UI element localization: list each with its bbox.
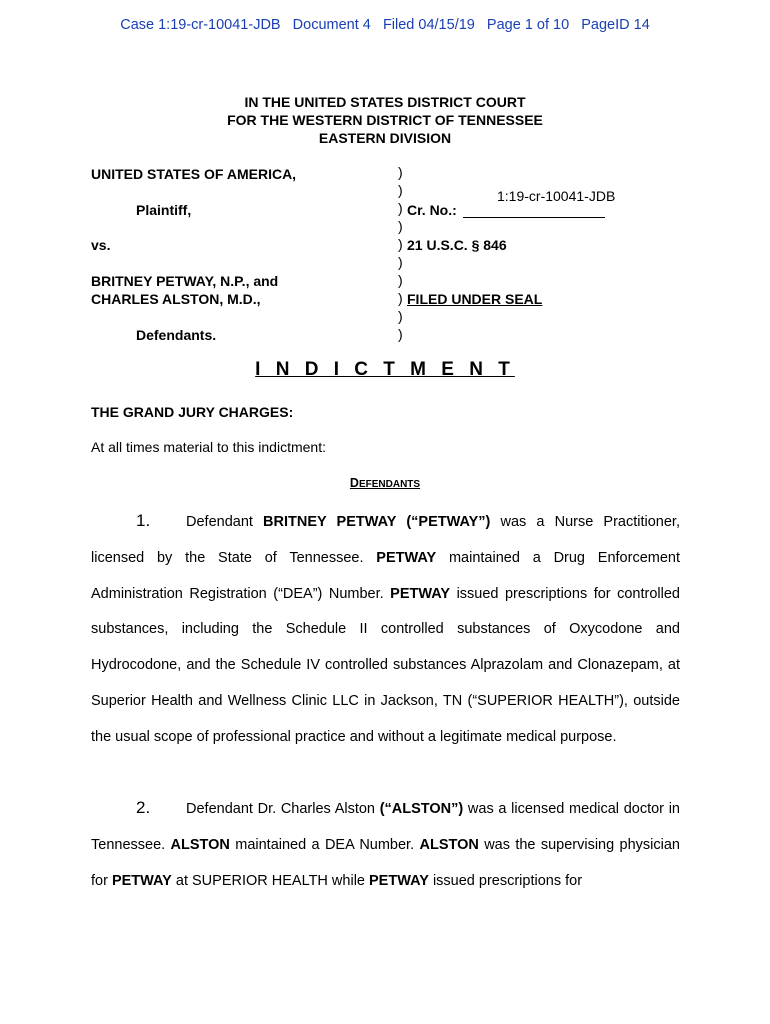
plaintiff-role: Plaintiff, — [136, 202, 192, 218]
document-title: I N D I C T M E N T — [255, 359, 515, 380]
cr-no-blank — [463, 203, 605, 218]
paren: ) — [398, 236, 403, 252]
paren: ) — [398, 254, 403, 270]
cr-no-label: Cr. No.: — [407, 202, 457, 218]
cr-no-field — [407, 202, 605, 218]
paragraph-2: 2. Defendant Dr. Charles Alston (“ALSTON”) was a licensed medical doctor in Tennessee. ALSTON maintained a DEA Number. ALSTON was the supervising physician for PETWAY at SUPERIOR HEALTH while PETWAY issued prescriptions for — [91, 790, 680, 899]
paragraph-number: 1. — [136, 511, 151, 530]
paren: ) — [398, 272, 403, 288]
caption-parentheses — [398, 163, 403, 343]
paren: ) — [398, 182, 403, 198]
case-number: 1:19-cr-10041-JDB — [497, 188, 616, 204]
ecf-header: Case 1:19-cr-10041-JDB Document 4 Filed 04/15/19 Page 1 of 10 PageID 14 — [120, 17, 650, 33]
paren: ) — [398, 218, 403, 234]
paragraph-number: 2. — [136, 798, 151, 817]
grand-jury-charges: THE GRAND JURY CHARGES: — [91, 404, 294, 420]
defendant-line-2: CHARLES ALSTON, M.D., — [91, 291, 261, 307]
section-heading-defendants: DEFENDANTS — [349, 476, 421, 490]
paren: ) — [398, 200, 403, 216]
paren: ) — [398, 290, 403, 306]
paren: ) — [398, 308, 403, 324]
statute: 21 U.S.C. § 846 — [407, 237, 507, 253]
court-line-3: EASTERN DIVISION — [318, 130, 452, 146]
paren: ) — [398, 326, 403, 342]
material-times: At all times material to this indictment: — [91, 439, 326, 455]
court-line-1: IN THE UNITED STATES DISTRICT COURT — [244, 94, 526, 110]
court-line-2: FOR THE WESTERN DISTRICT OF TENNESSEE — [227, 112, 543, 128]
defendant-role: Defendants. — [136, 327, 217, 343]
defendant-line-1: BRITNEY PETWAY, N.P., and — [91, 273, 279, 289]
court-heading — [0, 93, 770, 147]
plaintiff-name: UNITED STATES OF AMERICA, — [91, 166, 297, 182]
versus-label: vs. — [91, 237, 111, 253]
paren: ) — [398, 164, 403, 180]
filed-under-seal: FILED UNDER SEAL — [407, 291, 543, 307]
paragraph-1: 1. Defendant BRITNEY PETWAY (“PETWAY”) was a Nurse Practitioner, licensed by the State of Tennessee. PETWAY maintained a Drug Enforcement Administration Registration (“DEA”) Number. PETWAY issued prescriptions for controlled substances, including the Schedule II controlled substances of Oxycodone and Hydrocodone, and the Schedule IV controlled substances Alprazolam and Clonazepam, at Superior Health and Wellness Clinic LLC in Jackson, TN (“SUPERIOR HEALTH”), outside the usual scope of professional practice and without a legitimate medical purpose. — [91, 503, 680, 756]
